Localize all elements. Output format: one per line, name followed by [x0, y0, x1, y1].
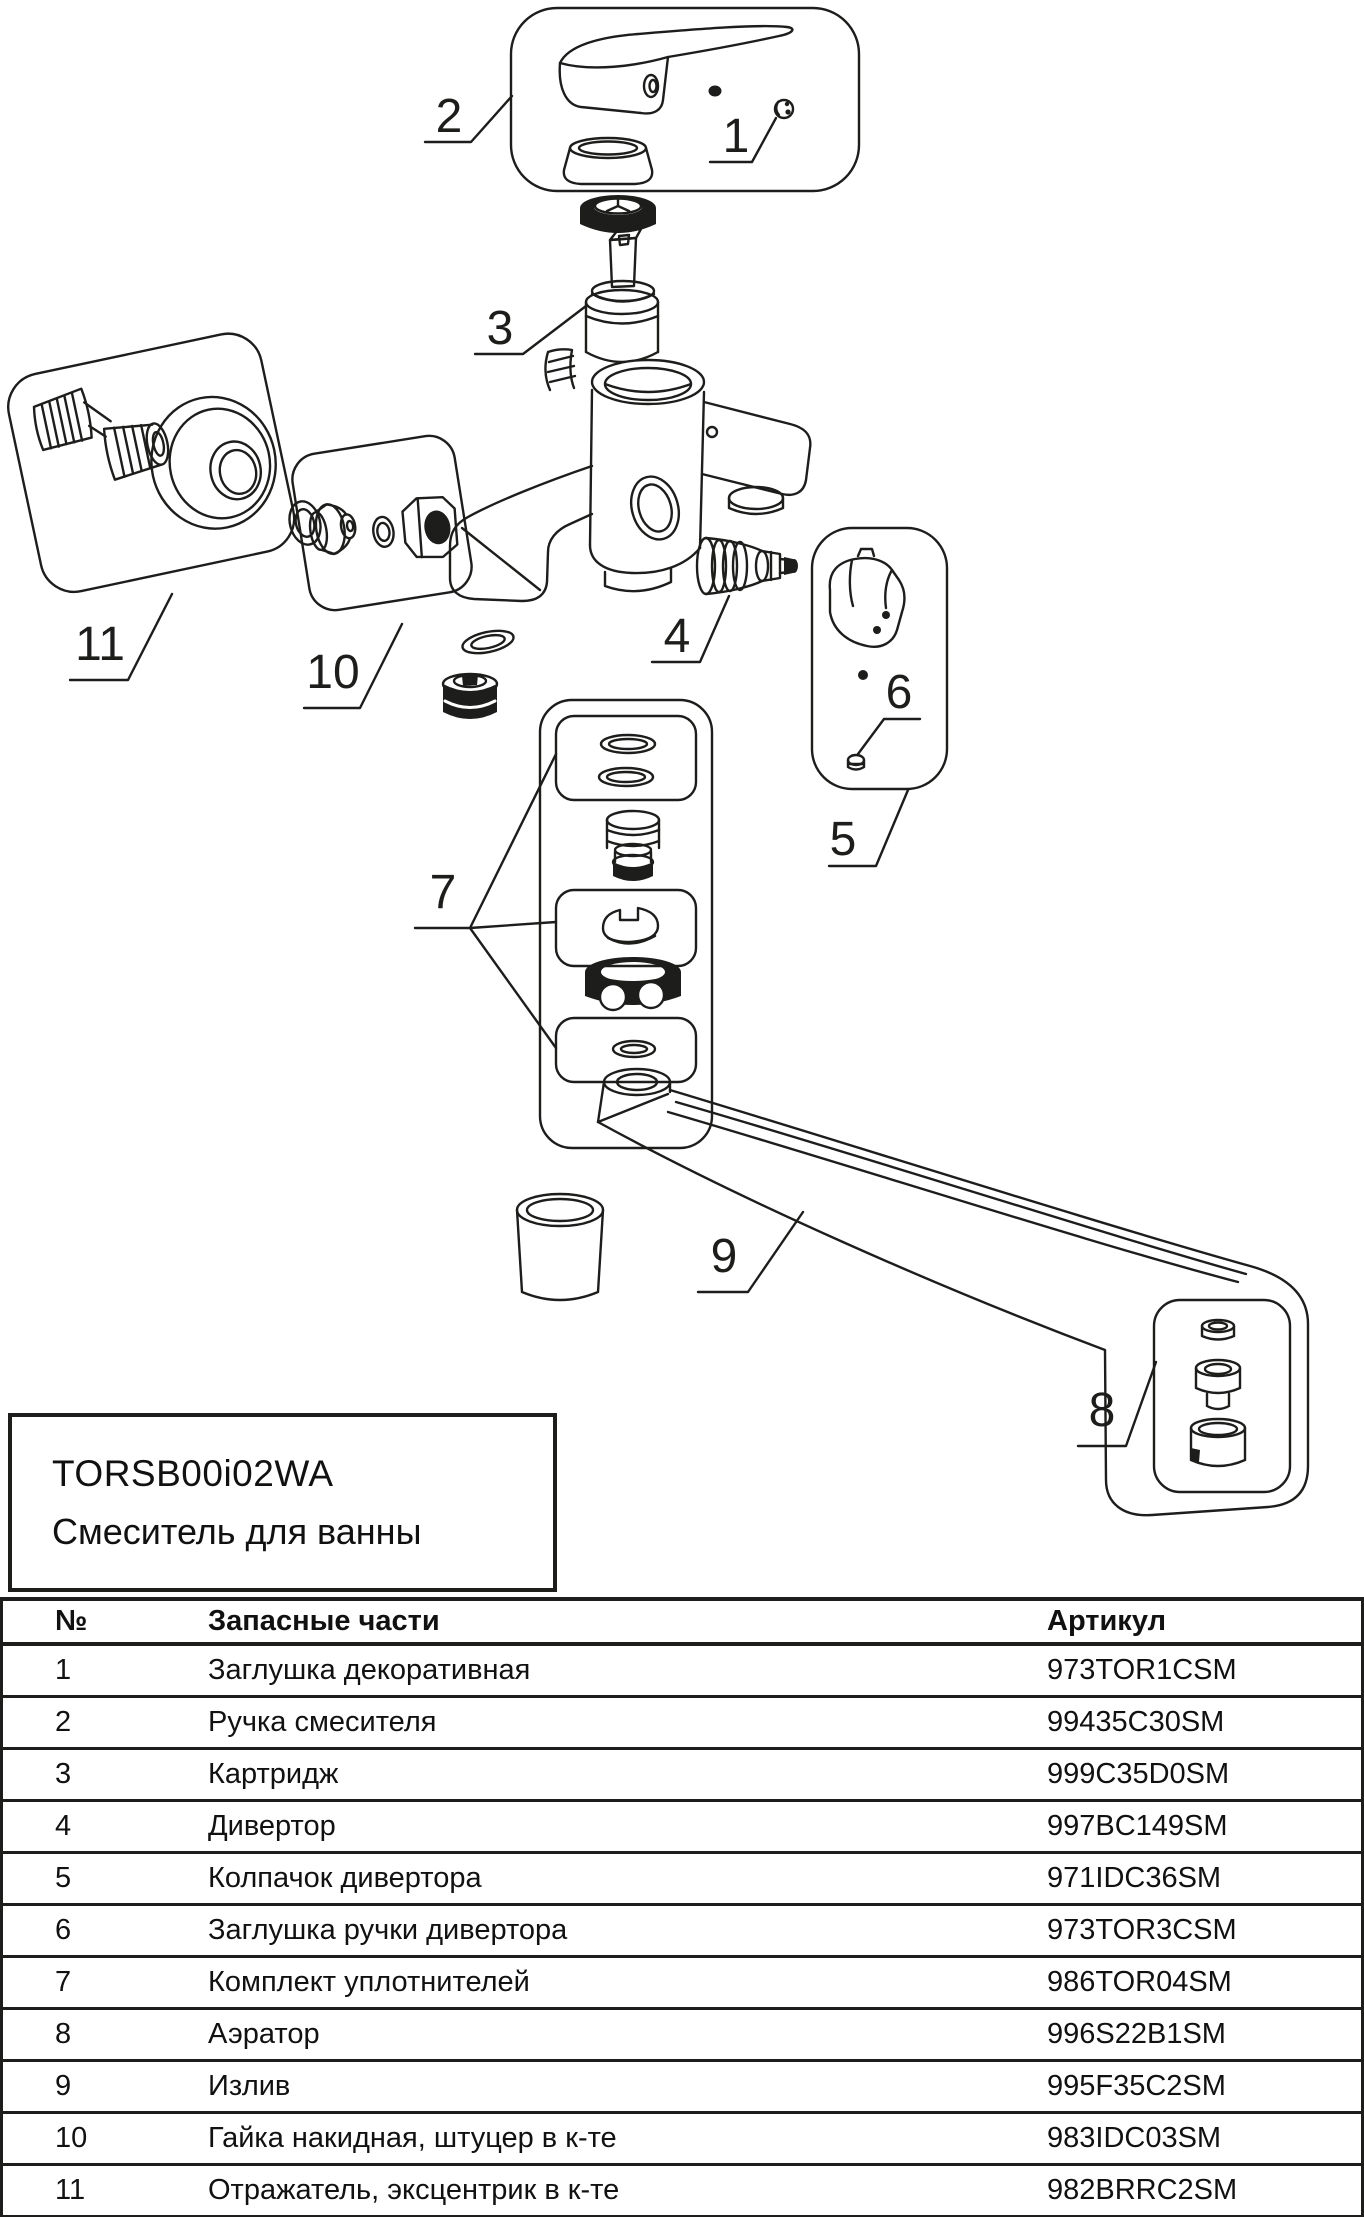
table-row [3, 2010, 1361, 2062]
table-row [3, 1646, 1361, 1698]
small-o-ring-drawing [371, 516, 395, 549]
body-bottom-cap-drawing [443, 674, 497, 719]
cell-number: 5 [55, 1862, 72, 1894]
product-name: Смеситель для ванны [52, 1510, 422, 1552]
table-row [3, 2166, 1361, 2217]
diverter-cap-box [812, 528, 947, 789]
callout-10 [304, 624, 402, 708]
cell-part: Гайка накидная, штуцер в к-те [208, 2122, 617, 2154]
parts-table-body [3, 1646, 1361, 2217]
cell-number: 4 [55, 1810, 72, 1842]
cell-number: 7 [55, 1966, 72, 1998]
table-row [3, 1854, 1361, 1906]
aerator-shell-drawing [1190, 1419, 1245, 1466]
cell-part: Заглушка декоративная [208, 1654, 531, 1686]
table-row [3, 2062, 1361, 2114]
seal-ring-insert-drawing [585, 957, 681, 1010]
cell-article: 983IDC03SM [1047, 2122, 1222, 2154]
table-row [3, 1802, 1361, 1854]
cell-number: 1 [55, 1654, 72, 1686]
handle-pin-dot [709, 86, 722, 97]
handle-base-cup-drawing [564, 138, 652, 184]
table-row [3, 1750, 1361, 1802]
cell-article: 982BRRC2SM [1047, 2174, 1238, 2206]
cap-screw-dot [858, 670, 868, 680]
cell-part: Заглушка ручки дивертора [208, 1914, 568, 1946]
callout-9 [698, 1212, 803, 1292]
svg-text:1: 1 [722, 110, 750, 163]
cell-article: 971IDC36SM [1047, 1862, 1222, 1894]
divertor-drawing [697, 538, 798, 594]
cell-article: 999C35D0SM [1047, 1758, 1230, 1790]
cell-part: Колпачок дивертора [208, 1862, 482, 1894]
cell-article: 986TOR04SM [1047, 1966, 1232, 1998]
svg-text:10: 10 [306, 646, 360, 699]
cell-article: 973TOR3CSM [1047, 1914, 1237, 1946]
callout-2 [425, 90, 512, 143]
parts-table-header [3, 1601, 1361, 1646]
callout-5 [829, 790, 908, 866]
svg-text:3: 3 [486, 302, 514, 355]
cell-number: 3 [55, 1758, 72, 1790]
cell-number: 9 [55, 2070, 72, 2102]
seal-single-o-ring [613, 1041, 655, 1057]
decorative-plug-screw [775, 100, 793, 118]
aerator-insert-drawing [1196, 1360, 1240, 1409]
cell-part: Аэратор [208, 2018, 320, 2050]
seal-slotted-washer-drawing [603, 908, 658, 944]
reflector-eccentric-box [2, 327, 301, 598]
svg-text:9: 9 [710, 1230, 738, 1283]
seal-kit-box [540, 700, 712, 1148]
svg-text:7: 7 [429, 866, 457, 919]
header-article: Артикул [1047, 1605, 1166, 1637]
body-flat-o-ring-drawing [460, 627, 515, 657]
aerator-box [1154, 1300, 1290, 1492]
callout-3 [475, 302, 586, 355]
cartridge-drawing [586, 229, 658, 362]
cell-number: 10 [55, 2122, 88, 2154]
svg-text:8: 8 [1088, 1384, 1116, 1437]
svg-text:5: 5 [829, 813, 857, 866]
callout-11 [70, 594, 172, 680]
cell-article: 99435C30SM [1047, 1706, 1225, 1738]
gap-o-ring-drawing [285, 498, 325, 548]
diverter-cap-drawing [830, 549, 905, 647]
diverter-handle-plug-drawing [848, 755, 864, 770]
cell-part: Дивертор [208, 1810, 336, 1842]
table-row [3, 1698, 1361, 1750]
table-row [3, 2114, 1361, 2166]
seal-valve-insert-drawing [607, 811, 659, 881]
cell-number: 2 [55, 1706, 72, 1738]
model-code: TORSB00i02WA [52, 1452, 334, 1494]
eccentric-fitting-drawing [30, 374, 172, 494]
table-row [3, 1958, 1361, 2010]
fitting-drawing [307, 501, 359, 557]
svg-text:11: 11 [75, 618, 125, 671]
union-nut-box [289, 432, 476, 614]
handle-kit-box [511, 8, 859, 191]
seal-o-rings-pair [599, 735, 655, 786]
callout-7 [415, 754, 556, 1048]
cell-part: Ручка смесителя [208, 1706, 437, 1738]
cell-part: Картридж [208, 1758, 339, 1790]
cell-number: 11 [55, 2174, 86, 2206]
faucet-body-drawing [450, 349, 810, 601]
cell-article: 973TOR1CSM [1047, 1654, 1237, 1686]
cell-number: 6 [55, 1914, 72, 1946]
cell-part: Излив [208, 2070, 291, 2102]
header-number: № [55, 1605, 88, 1637]
callout-6 [858, 666, 920, 754]
cell-number: 8 [55, 2018, 72, 2050]
cell-part: Отражатель, эксцентрик в к-те [208, 2174, 620, 2206]
cell-article: 996S22B1SM [1047, 2018, 1226, 2050]
cell-article: 995F35C2SM [1047, 2070, 1226, 2102]
hex-nut-drawing [399, 493, 462, 563]
cartridge-lock-ring [580, 195, 656, 233]
callout-4 [652, 596, 729, 663]
reflector-drawing [139, 385, 288, 540]
parts-table [0, 1597, 1364, 2217]
spout-drawing [598, 1069, 1308, 1515]
svg-text:4: 4 [663, 610, 691, 663]
table-row [3, 1906, 1361, 1958]
mixer-handle-drawing [560, 26, 793, 113]
callout-8 [1078, 1362, 1156, 1446]
callout-1 [710, 110, 776, 163]
svg-text:2: 2 [435, 90, 463, 143]
cell-article: 997BC149SM [1047, 1810, 1228, 1842]
header-part: Запасные части [208, 1605, 440, 1637]
cell-part: Комплект уплотнителей [208, 1966, 530, 1998]
title-block [8, 1413, 557, 1592]
svg-text:6: 6 [885, 666, 913, 719]
aerator-o-ring-drawing [1202, 1320, 1234, 1340]
sleeve-bushing-drawing [517, 1194, 603, 1300]
